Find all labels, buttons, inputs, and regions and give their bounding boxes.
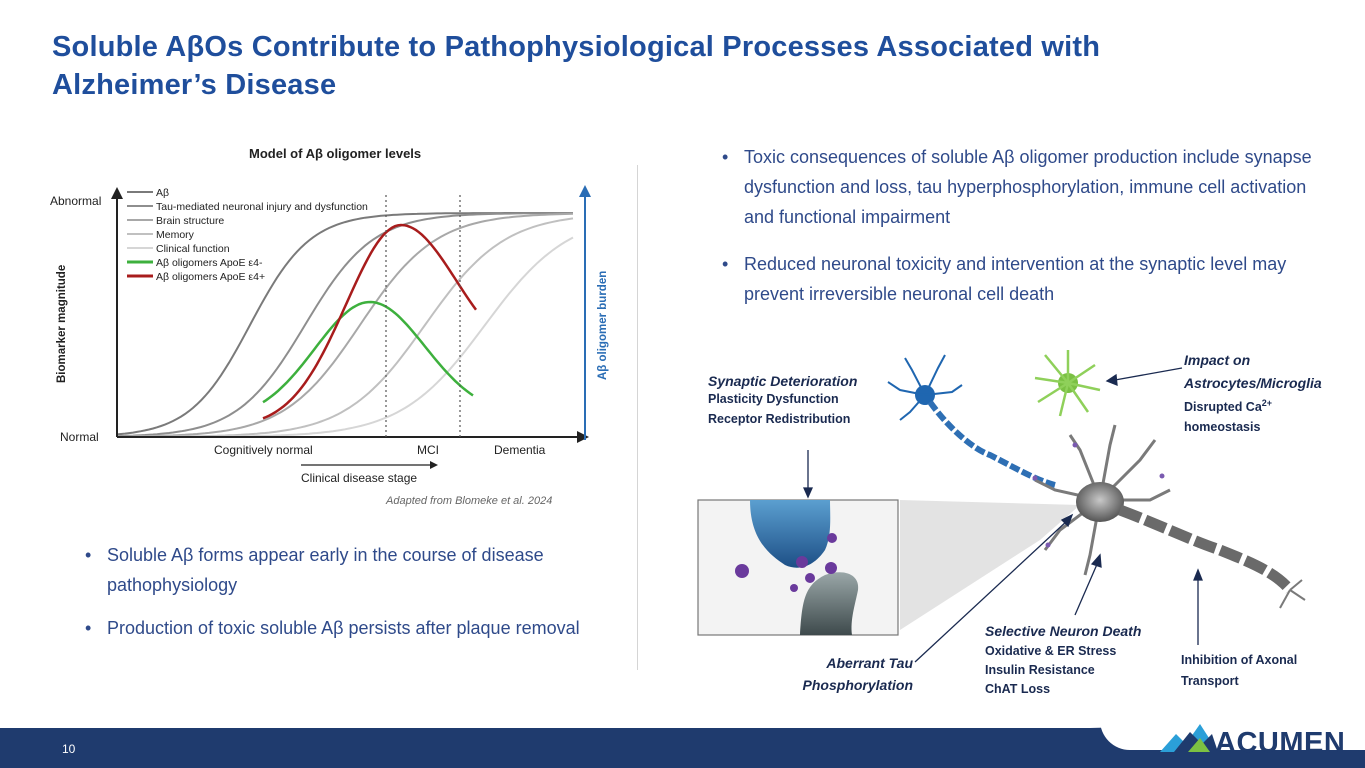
death-line-2: Insulin Resistance [985, 663, 1095, 677]
oligomer-chart [45, 165, 615, 495]
curve-oligomer-e4-minus [263, 302, 473, 402]
astro-ca-superscript: 2+ [1261, 398, 1273, 408]
right-axis-arrow [579, 185, 591, 197]
synaptic-heading: Synaptic Deterioration [708, 373, 858, 389]
callout-synaptic [708, 373, 857, 429]
synaptic-line-2: Receptor Redistribution [708, 412, 851, 426]
main-neuron-axon [1120, 510, 1290, 590]
legend-entry-7: Aβ oligomers ApoE ε4+ [156, 271, 266, 283]
astro-heading-1: Impact on [1184, 352, 1251, 368]
right-bullet-1: • Toxic consequences of soluble Aβ oligomer production include synapse dysfunction and loss, tau hyperphosphorylation, immune cell activation and functional impairment [722, 142, 1322, 232]
legend-entry-2: Tau-mediated neuronal injury and dysfunction [156, 201, 368, 213]
y-axis-arrow [111, 187, 123, 199]
chart-caption: Adapted from Blomeke et al. 2024 [386, 495, 553, 507]
callout-astrocytes [1184, 347, 1322, 437]
legend-entry-6: Aβ oligomers ApoE ε4- [156, 257, 263, 269]
tau-heading-2: Phosphorylation [802, 677, 913, 693]
legend-entry-4: Memory [156, 229, 194, 241]
astro-line-1 [1184, 393, 1322, 417]
death-line-1: Oxidative & ER Stress [985, 644, 1117, 658]
astro-ca-text: Disrupted Ca [1184, 400, 1262, 415]
tau-heading-1: Aberrant Tau [826, 655, 913, 671]
x-stage-mci: MCI [417, 443, 439, 457]
death-line-3: ChAT Loss [985, 682, 1051, 696]
zoom-wedge [900, 500, 1080, 630]
chart-title: Model of Aβ oligomer levels [249, 146, 422, 161]
astro-line-2: homeostasis [1184, 420, 1261, 435]
main-neuron-soma [1076, 482, 1124, 522]
x-stage-cognitively-normal: Cognitively normal [214, 443, 313, 457]
synaptic-line-1: Plasticity Dysfunction [708, 392, 839, 406]
left-bullet-1: • Soluble Aβ forms appear early in the course of disease pathophysiology [85, 540, 605, 600]
x-axis-arrow [577, 431, 589, 443]
chart-legend [127, 187, 368, 283]
right-axis-label: Aβ oligomer burden [597, 270, 609, 380]
right-bullet-list [722, 142, 1322, 326]
legend-entry-5: Clinical function [156, 243, 230, 255]
right-bullet-2: • Reduced neuronal toxicity and intervention at the synaptic level may prevent irreversible neuronal cell death [722, 249, 1322, 309]
x-axis-label: Clinical disease stage [301, 471, 418, 485]
legend-entry-1: Aβ [156, 187, 170, 199]
y-axis-label: Biomarker magnitude [56, 264, 68, 383]
y-tick-normal: Normal [60, 430, 99, 444]
astro-heading-2: Astrocytes/Microglia [1184, 375, 1322, 391]
logo-mountains-icon [1160, 720, 1218, 753]
death-heading: Selective Neuron Death [985, 623, 1142, 639]
astrocyte-processes [1035, 350, 1100, 416]
legend-entry-3: Brain structure [156, 215, 225, 227]
slide-title: Soluble AβOs Contribute to Pathophysiological Processes Associated with Alzheimer’s Disease [52, 31, 1101, 101]
x-label-arrowhead [430, 461, 438, 469]
column-divider [637, 165, 638, 670]
y-tick-abnormal: Abnormal [50, 194, 102, 208]
page-number: 10 [62, 742, 76, 756]
x-stage-dementia: Dementia [494, 443, 546, 457]
blue-neuron-axon [930, 402, 1055, 485]
logo-wordmark: ACUMEN [1215, 727, 1346, 759]
axonal-line-2: Transport [1181, 674, 1239, 688]
left-bullet-2: • Production of toxic soluble Aβ persists after plaque removal [85, 613, 605, 643]
left-bullet-list [85, 540, 605, 656]
callout-tau [780, 652, 913, 696]
axonal-line-1: Inhibition of Axonal [1181, 653, 1298, 667]
